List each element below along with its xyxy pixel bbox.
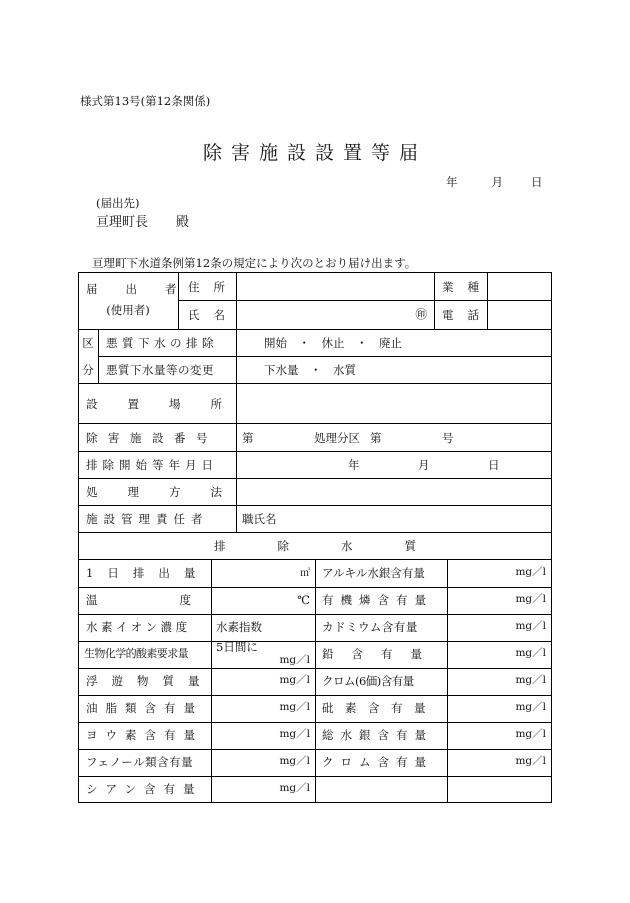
form-title: 除害施設設置等届 bbox=[202, 142, 427, 164]
facility-dai-label: 第 bbox=[370, 430, 382, 445]
method-field[interactable] bbox=[237, 479, 551, 505]
name-label: 氏名 bbox=[188, 307, 239, 322]
applicant-label: 届出者 bbox=[86, 281, 205, 296]
start-date-month: 月 bbox=[418, 457, 430, 472]
quality-left-label-8: シアン含有量 bbox=[86, 781, 203, 796]
applicant-sublabel: (使用者) bbox=[106, 302, 150, 317]
form-table bbox=[78, 272, 552, 803]
quality-right-unit-7: mg／l bbox=[515, 755, 546, 768]
date-month: 月 bbox=[491, 175, 503, 189]
quality-right-label-3: 鉛含有量 bbox=[322, 646, 440, 661]
quality-left-unit-5: mg／l bbox=[279, 701, 310, 714]
quality-header: 排除水質 bbox=[214, 538, 468, 553]
intro-text: 亘理町下水道条例第12条の規定により次のとおり届け出ます。 bbox=[92, 256, 417, 270]
seal-mark: ㊞ bbox=[415, 307, 427, 322]
quality-left-label-1: 温度 bbox=[86, 592, 273, 607]
date-day: 日 bbox=[531, 175, 543, 189]
quality-left-unit-0: ㎥ bbox=[300, 567, 310, 579]
location-field[interactable] bbox=[237, 384, 551, 423]
quality-left-label-5: 油脂類含有量 bbox=[86, 700, 203, 715]
address-field[interactable] bbox=[237, 273, 433, 300]
start-date-label: 排除開始等年月日 bbox=[86, 457, 218, 472]
quality-right-unit-2: mg／l bbox=[515, 620, 546, 633]
quality-right-label-7: クロム含有量 bbox=[322, 754, 433, 769]
start-date-day: 日 bbox=[488, 457, 500, 472]
category-label-2: 分 bbox=[82, 362, 94, 377]
category-row1-label: 悪質下水の排除 bbox=[106, 335, 218, 350]
facility-go-label: 号 bbox=[442, 430, 454, 445]
facility-number-label: 除害施設番号 bbox=[86, 430, 218, 445]
quality-right-unit-1: mg／l bbox=[515, 593, 546, 606]
name-field[interactable] bbox=[237, 301, 427, 328]
recipient bbox=[96, 216, 189, 229]
business-type-field[interactable] bbox=[488, 273, 551, 300]
manager-field[interactable]: 職氏名 bbox=[242, 511, 277, 526]
quality-left-unit-8: mg／l bbox=[279, 782, 310, 795]
quality-left-label-2: 水素イオン濃度 bbox=[86, 619, 191, 634]
recipient-name: 亘理町長 bbox=[96, 215, 149, 230]
quality-right-unit-4: mg／l bbox=[515, 674, 546, 687]
recipient-label: (届出先) bbox=[96, 196, 140, 210]
quality-right-label-0: アルキル水銀含有量 bbox=[322, 565, 425, 580]
business-type-label: 業種 bbox=[442, 279, 493, 294]
quality-left-label-4: 浮遊物質量 bbox=[86, 673, 214, 688]
quality-left-unit-6: mg／l bbox=[279, 728, 310, 741]
quality-left-unit-3: mg／l bbox=[279, 654, 310, 667]
form-number: 様式第13号(第12条関係) bbox=[80, 94, 211, 108]
recipient-honorific: 殿 bbox=[176, 215, 190, 230]
quality-right-label-4: クロム(6価)含有量 bbox=[322, 673, 414, 688]
quality-right-label-5: 砒素含有量 bbox=[322, 700, 437, 715]
quality-right-unit-0: mg／l bbox=[515, 566, 546, 579]
quality-left-unit-7: mg／l bbox=[279, 755, 310, 768]
facility-number-prefix: 第 bbox=[242, 430, 254, 445]
manager-label: 施設管理責任者 bbox=[86, 511, 209, 526]
category-label-1: 区 bbox=[82, 335, 94, 350]
quality-right-label-6: 総水銀含有量 bbox=[322, 727, 433, 742]
category-row1-options[interactable]: 開始 ・ 休止 ・ 廃止 bbox=[264, 335, 402, 350]
quality-right-label-1: 有機燐含有量 bbox=[322, 592, 433, 607]
method-label: 処理方法 bbox=[86, 484, 252, 499]
quality-left-label-3: 生物化学的酸素要求量 bbox=[84, 646, 188, 660]
address-label: 住所 bbox=[188, 279, 239, 294]
category-row2-label: 悪質下水量等の変更 bbox=[106, 362, 214, 377]
phone-field[interactable] bbox=[488, 301, 551, 328]
quality-left-prefix-2: 水素指数 bbox=[216, 619, 262, 634]
start-date-year: 年 bbox=[348, 457, 360, 472]
category-row2-options[interactable]: 下水量 ・ 水質 bbox=[264, 362, 356, 377]
location-label: 設置場所 bbox=[86, 396, 252, 411]
quality-right-unit-5: mg／l bbox=[515, 701, 546, 714]
submission-date bbox=[446, 177, 543, 189]
date-year: 年 bbox=[446, 175, 458, 189]
quality-left-unit-1: ℃ bbox=[297, 592, 310, 607]
quality-left-label-6: ヨウ素含有量 bbox=[86, 727, 203, 742]
quality-left-label-0: 1日排出量 bbox=[86, 565, 210, 580]
quality-right-unit-3: mg／l bbox=[515, 647, 546, 660]
quality-right-unit-6: mg／l bbox=[515, 728, 546, 741]
quality-right-label-2: カドミウム含有量 bbox=[322, 619, 418, 634]
facility-district-label: 処理分区 bbox=[314, 430, 360, 445]
quality-left-unit-4: mg／l bbox=[279, 674, 310, 687]
quality-left-prefix-3: 5日間に bbox=[216, 639, 258, 654]
phone-label: 電話 bbox=[442, 307, 493, 322]
quality-left-label-7: フェノール類含有量 bbox=[86, 754, 194, 769]
